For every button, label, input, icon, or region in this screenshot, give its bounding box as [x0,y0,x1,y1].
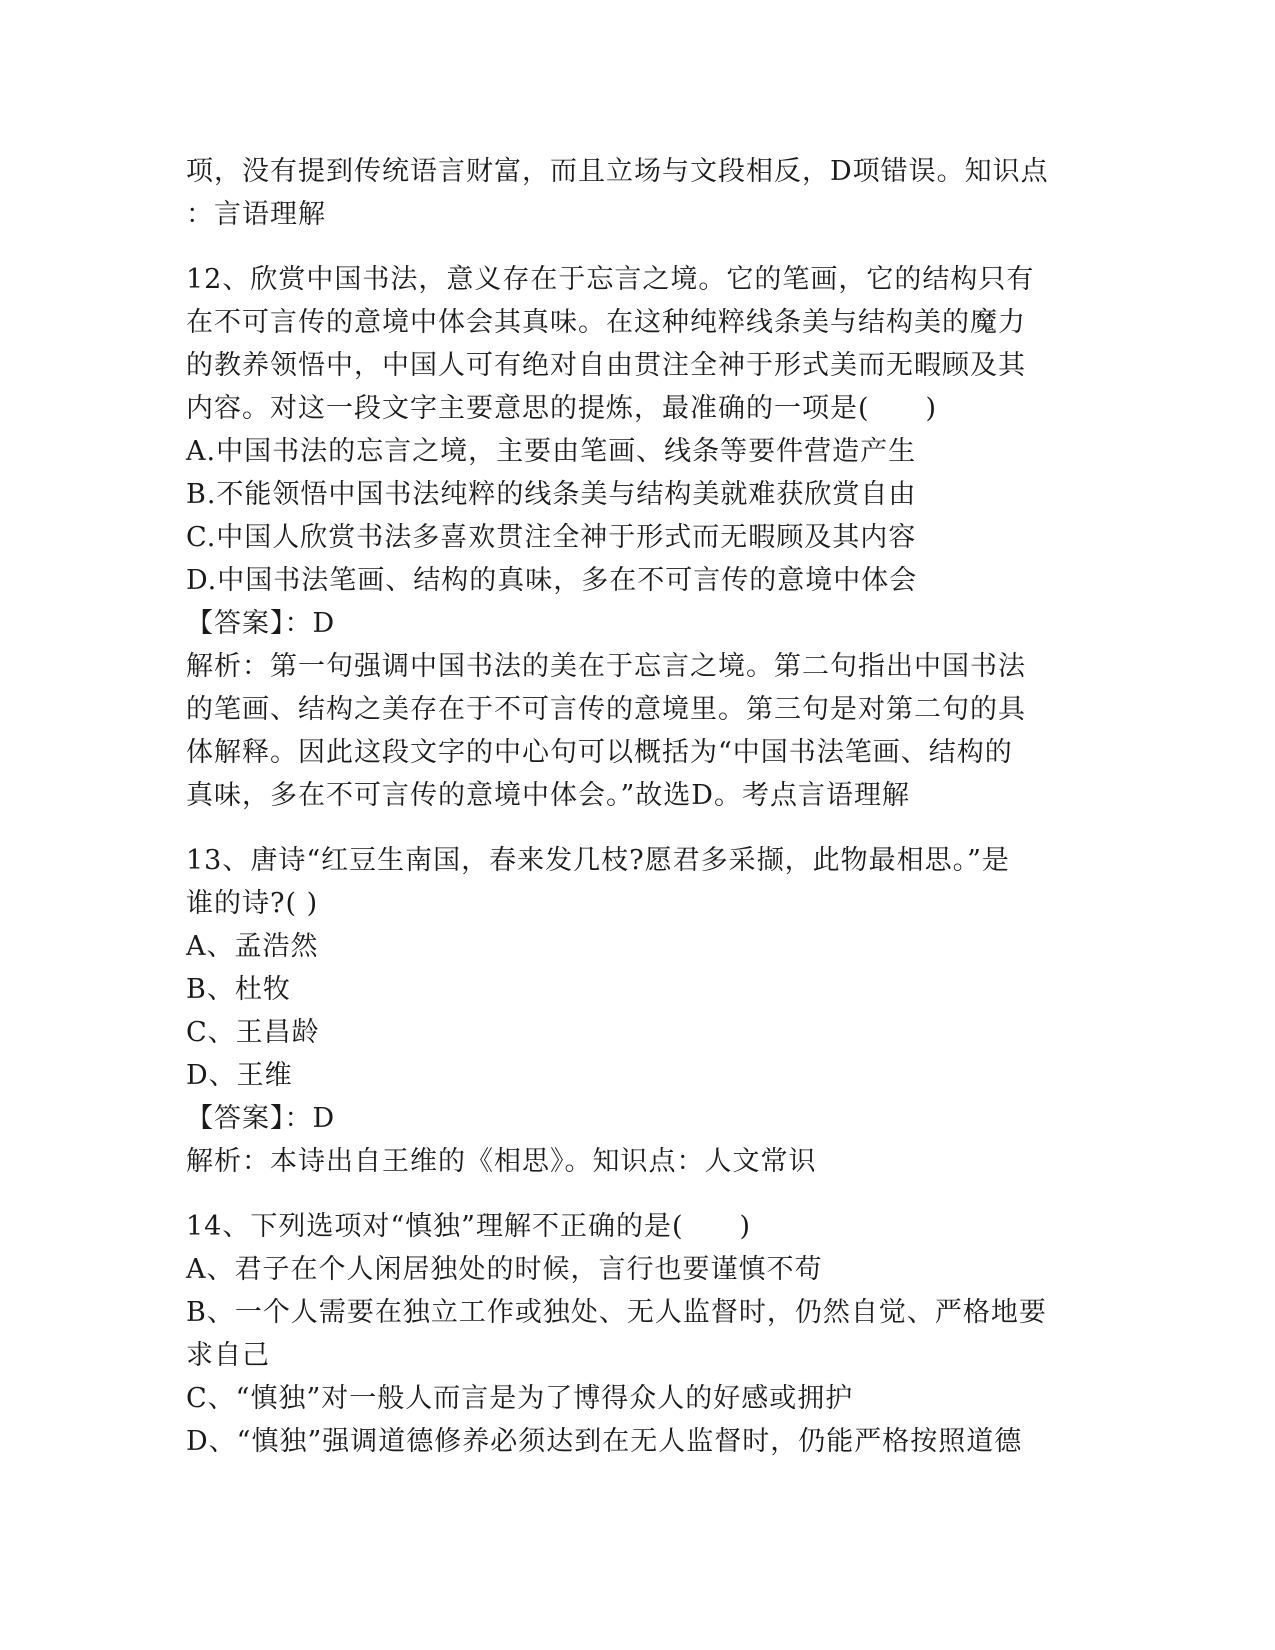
question-stem-line: 在不可言传的意境中体会其真味。在这种纯粹线条美与结构美的魔力 [186,307,1026,338]
option-b-continued: 求自己 [186,1340,270,1371]
intro-line: 项，没有提到传统语言财富，而且立场与文段相反，D项错误。知识点 [186,156,1049,187]
option-a: A、君子在个人闲居独处的时候，言行也要谨慎不苟 [186,1254,823,1285]
analysis-line: 体解释。因此这段文字的中心句可以概括为“中国书法笔画、结构的 [186,737,1013,768]
option-b: B.不能领悟中国书法纯粹的线条美与结构美就难获欣赏自由 [186,479,917,510]
question-12 [186,258,1086,817]
question-stem-line: 内容。对这一段文字主要意思的提炼，最准确的一项是( ) [186,393,938,424]
option-d: D、“慎独”强调道德修养必须达到在无人监督时，仍能严格按照道德 [186,1426,1023,1457]
option-c: C.中国人欣赏书法多喜欢贯注全神于形式而无暇顾及其内容 [186,522,917,553]
question-13 [186,839,1086,1183]
option-c: C、“慎独”对一般人而言是为了博得众人的好感或拥护 [186,1383,854,1414]
question-stem-line: 12、欣赏中国书法，意义存在于忘言之境。它的笔画，它的结构只有 [186,264,1035,295]
option-c: C、王昌龄 [186,1017,320,1048]
analysis-line: 解析：第一句强调中国书法的美在于忘言之境。第二句指出中国书法 [186,651,1026,682]
analysis-line: 解析：本诗出自王维的《相思》。知识点：人文常识 [186,1146,817,1177]
option-a: A.中国书法的忘言之境，主要由笔画、线条等要件营造产生 [186,436,917,467]
answer-line: 【答案】：D [186,608,336,639]
question-stem-line: 的教养领悟中，中国人可有绝对自由贯注全神于形式美而无暇顾及其 [186,350,1026,381]
option-d: D、王维 [186,1060,293,1091]
question-14 [186,1205,1086,1463]
question-stem-line: 谁的诗?( ) [186,888,319,919]
option-d: D.中国书法笔画、结构的真味，多在不可言传的意境中体会 [186,565,918,596]
intro-line: ：言语理解 [186,199,326,230]
option-a: A、孟浩然 [186,931,319,962]
analysis-line: 真味，多在不可言传的意境中体会。”故选D。考点言语理解 [186,780,910,811]
question-stem-line: 14、下列选项对“慎独”理解不正确的是( ) [186,1211,752,1242]
question-stem-line: 13、唐诗“红豆生南国，春来发几枝?愿君多采撷，此物最相思。”是 [186,845,1010,876]
answer-line: 【答案】：D [186,1103,336,1134]
intro-block [186,150,1086,236]
option-b: B、杜牧 [186,974,291,1005]
option-b: B、一个人需要在独立工作或独处、无人监督时，仍然自觉、严格地要 [186,1297,1047,1328]
analysis-line: 的笔画、结构之美存在于不可言传的意境里。第三句是对第二句的具 [186,694,1026,725]
document-page [186,150,1086,1463]
